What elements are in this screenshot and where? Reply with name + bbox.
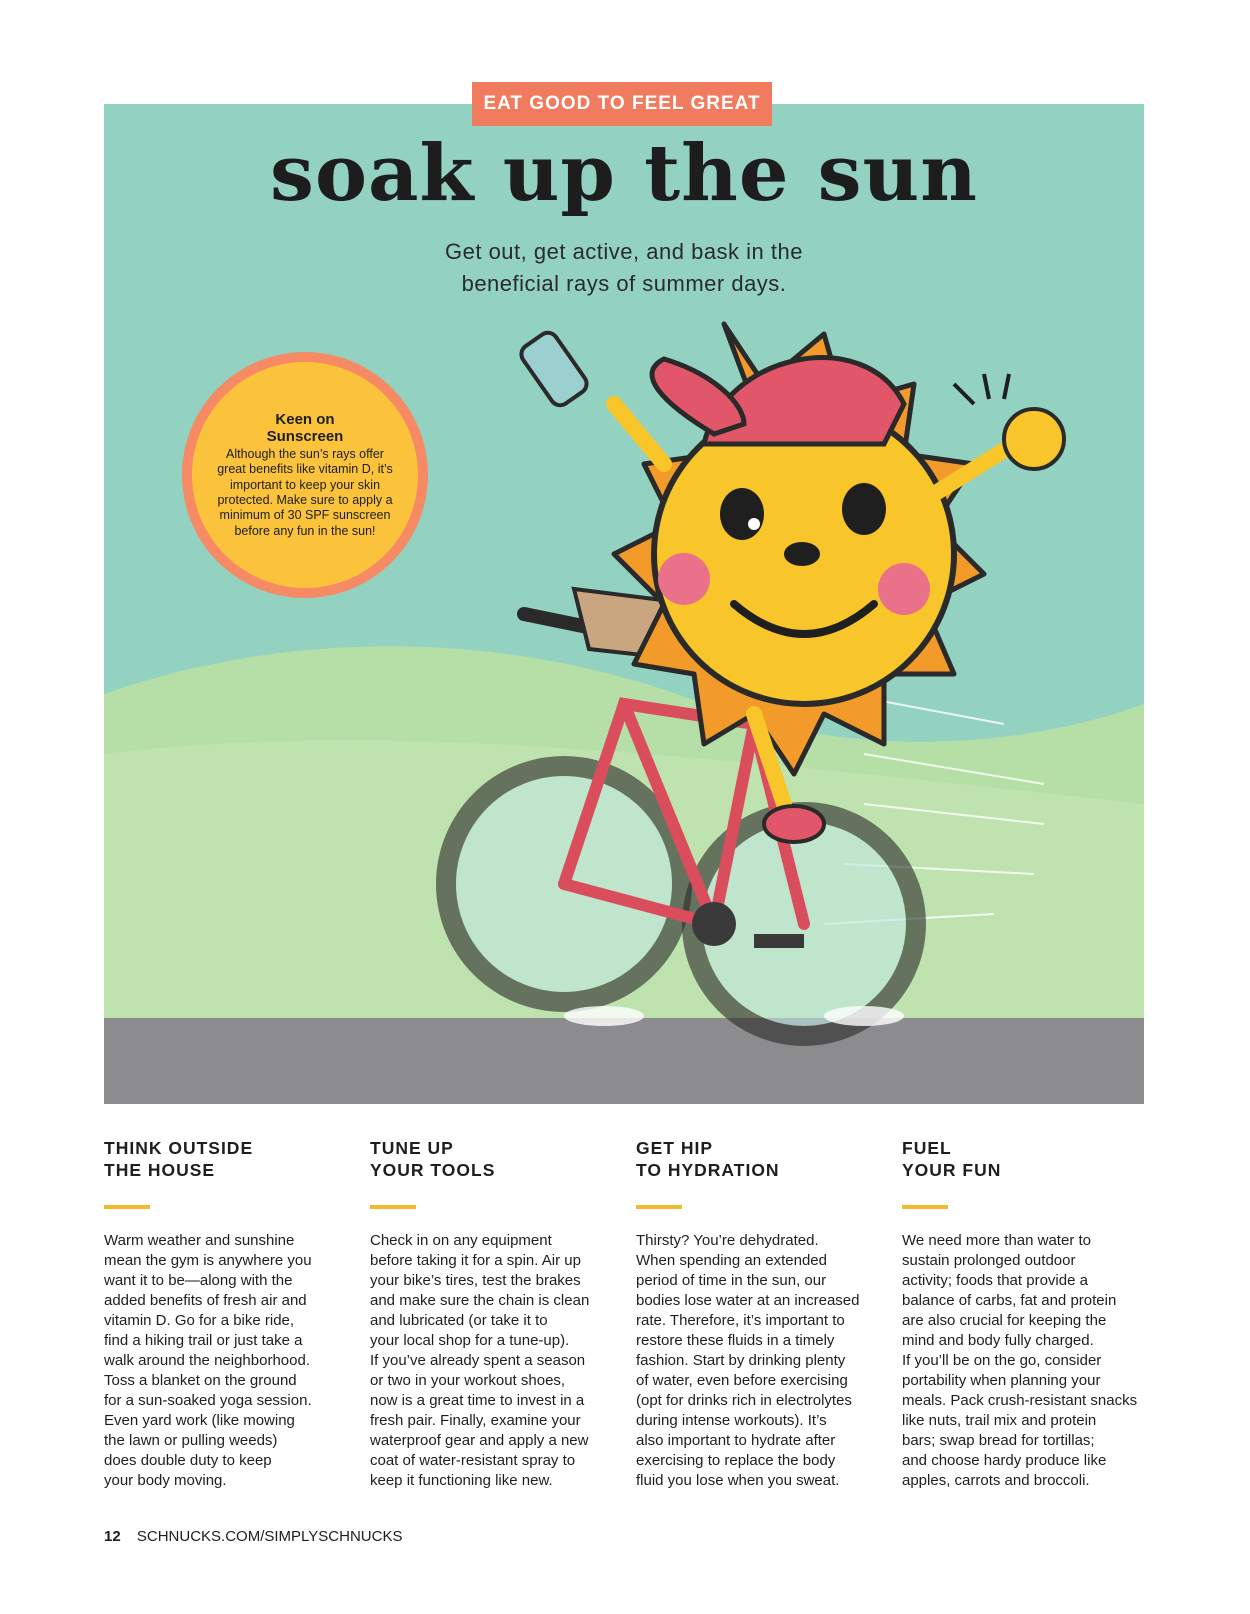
- column-fuel: [902, 1137, 1152, 1491]
- column-hydration: [636, 1137, 886, 1491]
- section-banner: EAT GOOD TO FEEL GREAT: [472, 82, 772, 126]
- heading-rule: [104, 1205, 150, 1209]
- heading-rule: [370, 1205, 416, 1209]
- column-heading: THINK OUTSIDE THE HOUSE: [104, 1138, 254, 1180]
- callout-body: Although the sun’s rays offer great benefits like vitamin D, it’s important to keep your skin protected. Make sure to apply a minimum of 30 SPF sunscreen before any fun in the sun!: [217, 446, 393, 538]
- column-body: Thirsty? You’re dehydrated. When spending an extended period of time in the sun, our bodies lose water at an increased rate. Therefore, it’s important to restore these fluids in a timely fashion. Start by drinking plenty of water, even before exercising (opt for drinks rich in electrolytes during intense workouts). It’s also important to hydrate after exercising to replace the body fluid you lose when you sweat.: [636, 1232, 860, 1489]
- column-body: Warm weather and sunshine mean the gym is anywhere you want it to be—along with the added benefits of fresh air and vitamin D. Go for a bike ride, find a hiking trail or just take a walk around the neighborhood. Toss a blanket on the ground for a sun-soaked yoga session. Even yard work (like mowing the lawn or pulling weeds) does double duty to keep your body moving.: [104, 1232, 312, 1489]
- heading-rule: [636, 1205, 682, 1209]
- page-number: 12: [104, 1528, 121, 1545]
- callout-title: Keen on Sunscreen: [266, 410, 344, 445]
- subtitle-line: Get out, get active, and bask in the: [445, 239, 803, 264]
- column-think-outside: [104, 1137, 354, 1491]
- column-heading: TUNE UP YOUR TOOLS: [370, 1138, 496, 1180]
- column-body: Check in on any equipment before taking it for a spin. Air up your bike’s tires, test the brakes and make sure the chain is clean and lubricated (or take it to your local shop for a tune-up). If you’ve already spent a season or two in your workout shoes, now is a great time to invest in a fresh pair. Finally, examine your waterproof gear and apply a new coat of water-resistant spray to keep it functioning like new.: [370, 1232, 590, 1489]
- heading-rule: [902, 1205, 948, 1209]
- subtitle-line: beneficial rays of summer days.: [461, 271, 787, 296]
- callout-inner: [192, 362, 418, 588]
- footer-url: SCHNUCKS.COM/SIMPLYSCHNUCKS: [136, 1528, 403, 1545]
- column-heading: FUEL YOUR FUN: [902, 1138, 1002, 1180]
- column-heading: GET HIP TO HYDRATION: [636, 1138, 780, 1180]
- page-footer: [104, 1528, 402, 1545]
- subtitle: [104, 236, 1144, 300]
- sunscreen-callout: [182, 352, 428, 598]
- bicycle-wheels: [446, 766, 916, 1036]
- column-body: We need more than water to sustain prolonged outdoor activity; foods that provide a balance of carbs, fat and protein are also crucial for keeping the mind and body fully charged. If you’ll be on the go, consider portability when planning your meals. Pack crush-resistant snacks like nuts, trail mix and protein bars; swap bread for tortillas; and choose hardy produce like apples, carrots and broccoli.: [902, 1232, 1138, 1489]
- column-tune-up: [370, 1137, 620, 1491]
- page-title: soak up the sun: [270, 128, 978, 219]
